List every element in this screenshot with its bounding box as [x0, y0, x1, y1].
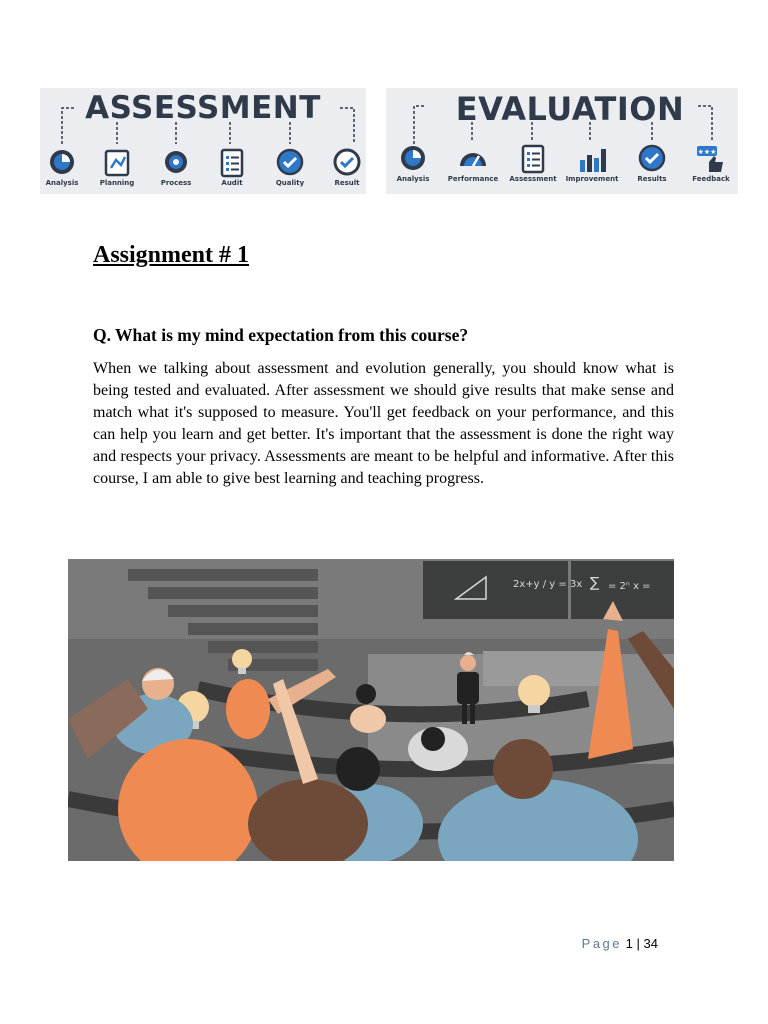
- chalkboard-left: [423, 561, 568, 619]
- improvement-icon: [576, 144, 608, 174]
- assessment-item-label: Audit: [221, 179, 243, 187]
- evaluation-item-assessment: [504, 144, 562, 183]
- assessment-item-label: Analysis: [45, 179, 79, 187]
- assessment-item-label: Planning: [99, 179, 135, 187]
- page-separator: |: [636, 936, 640, 951]
- feedback-icon: [695, 144, 727, 174]
- analysis-icon: [397, 144, 429, 174]
- process-icon: [160, 148, 192, 178]
- assessment-item-result: [318, 148, 366, 187]
- evaluation-banner: [386, 88, 738, 194]
- assessment-item-label: Result: [334, 179, 360, 187]
- assessment-item-analysis: [40, 148, 91, 187]
- assessment-item-audit: [203, 148, 261, 187]
- evaluation-item-feedback: [682, 144, 738, 183]
- lecture-hall-scene: [68, 559, 674, 861]
- audit-icon: [216, 148, 248, 178]
- result-icon: [331, 148, 363, 178]
- evaluation-item-label: Assessment: [509, 175, 557, 183]
- student-middle: [408, 727, 468, 771]
- evaluation-item-analysis: [386, 144, 442, 183]
- board-sum-symbol: ∑: [590, 575, 600, 591]
- assessment-icon: [517, 144, 549, 174]
- evaluation-item-performance: [444, 144, 502, 183]
- svg-text:★★★: ★★★: [697, 148, 717, 156]
- page-footer: [582, 936, 658, 951]
- evaluation-item-label: Feedback: [692, 175, 730, 183]
- planning-icon: [101, 148, 133, 178]
- answer-paragraph: When we talking about assessment and evolution generally, you should know what is being tested and evaluated. After assessment we should give results that make sense and match what it's supposed to measure. You'll get feedback on your performance, and this can help you learn and get better. It's important that the assessment is done the right way and respects your privacy. Assessments are meant to be helpful and informative. After this course, I am able to give best learning and teaching progress.: [93, 360, 674, 487]
- assessment-title: ASSESSMENT: [85, 90, 321, 126]
- evaluation-item-label: Performance: [447, 175, 499, 183]
- question-heading: Q. What is my mind expectation from this course?: [93, 325, 469, 345]
- assessment-item-process: [147, 148, 205, 187]
- assessment-icon-row: [40, 148, 366, 192]
- board-formula-right: = 2ⁿ x =: [608, 581, 651, 592]
- assessment-item-planning: [88, 148, 146, 187]
- assessment-item-label: Quality: [275, 179, 305, 187]
- performance-icon: [457, 144, 489, 174]
- results-icon: [636, 144, 668, 174]
- assessment-item-label: Process: [160, 179, 192, 187]
- evaluation-item-label: Analysis: [396, 175, 430, 183]
- assessment-item-quality: [261, 148, 319, 187]
- page-number: 1: [625, 936, 633, 951]
- evaluation-item-label: Improvement: [565, 175, 619, 183]
- evaluation-item-improvement: [563, 144, 621, 183]
- analysis-icon: [46, 148, 78, 178]
- evaluation-item-results: [623, 144, 681, 183]
- evaluation-title: EVALUATION: [455, 90, 685, 128]
- board-formula-left: 2x+y / y = 3x: [513, 579, 583, 590]
- classroom-illustration: [68, 559, 674, 861]
- assessment-banner: [40, 88, 366, 194]
- page-word: Page: [581, 936, 623, 951]
- assignment-heading: Assignment # 1: [93, 242, 250, 268]
- evaluation-item-label: Results: [637, 175, 667, 183]
- evaluation-icon-row: [386, 144, 738, 188]
- quality-icon: [274, 148, 306, 178]
- total-pages: 34: [643, 936, 658, 951]
